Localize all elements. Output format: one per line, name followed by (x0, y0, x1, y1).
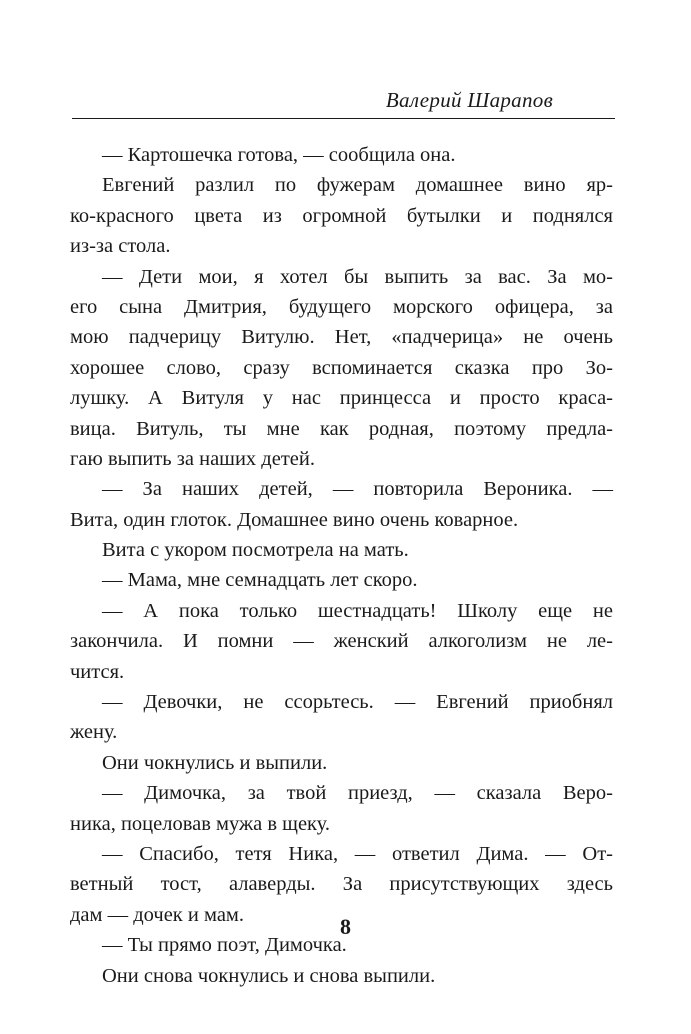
text-line: ко-красного цвета из огромной бутылки и поднялся (70, 204, 613, 227)
text-line: — Димочка, за твой приезд, — сказала Веро- (102, 782, 613, 805)
text-line: закончила. И помни — женский алкоголизм не ле- (70, 630, 613, 653)
text-line: вица. Витуль, ты мне как родная, поэтому предла- (70, 417, 613, 440)
text-line: жену. (70, 721, 118, 744)
text-line: Вита с укором посмотрела на мать. (102, 539, 409, 562)
text-line: его сына Дмитрия, будущего морского офицера, за (70, 295, 613, 318)
text-line: Они чокнулись и выпили. (102, 751, 328, 774)
text-line: хорошее слово, сразу вспоминается сказка про Зо- (70, 356, 613, 379)
text-line: — Мама, мне семнадцать лет скоро. (102, 569, 418, 592)
text-line: гаю выпить за наших детей. (70, 447, 315, 470)
page-number: 8 (340, 914, 351, 939)
body-text (70, 140, 613, 991)
text-line: — За наших детей, — повторила Вероника. — (102, 478, 613, 501)
text-line: — Дети мои, я хотел бы выпить за вас. За мо- (102, 265, 613, 288)
text-line: из-за стола. (70, 235, 171, 258)
text-line: Они снова чокнулись и снова выпили. (102, 964, 436, 987)
running-header (72, 88, 615, 119)
text-line: лушку. А Витуля у нас принцесса и просто краса- (70, 387, 613, 410)
text-line: ветный тост, алаверды. За присутствующих здесь (70, 873, 613, 896)
text-line: чится. (70, 660, 125, 683)
text-line: — Спасибо, тетя Ника, — ответил Дима. — От- (102, 842, 613, 865)
text-line: мою падчерицу Витулю. Нет, «падчерица» не очень (70, 326, 613, 349)
text-line: дам — дочек и мам. (70, 903, 245, 926)
text-line: Евгений разлил по фужерам домашнее вино яр- (102, 174, 613, 197)
author-name: Валерий Шарапов (385, 88, 553, 112)
text-line: — А пока только шестнадцать! Школу еще не (102, 599, 613, 622)
text-line: ника, поцеловав мужа в щеку. (70, 812, 331, 835)
text-line: — Ты прямо поэт, Димочка. (102, 934, 347, 957)
text-line: — Девочки, не ссорьтесь. — Евгений приобнял (102, 691, 613, 714)
text-line: — Картошечка готова, — сообщила она. (102, 144, 456, 166)
text-line: Вита, один глоток. Домашнее вино очень коварное. (70, 508, 519, 531)
